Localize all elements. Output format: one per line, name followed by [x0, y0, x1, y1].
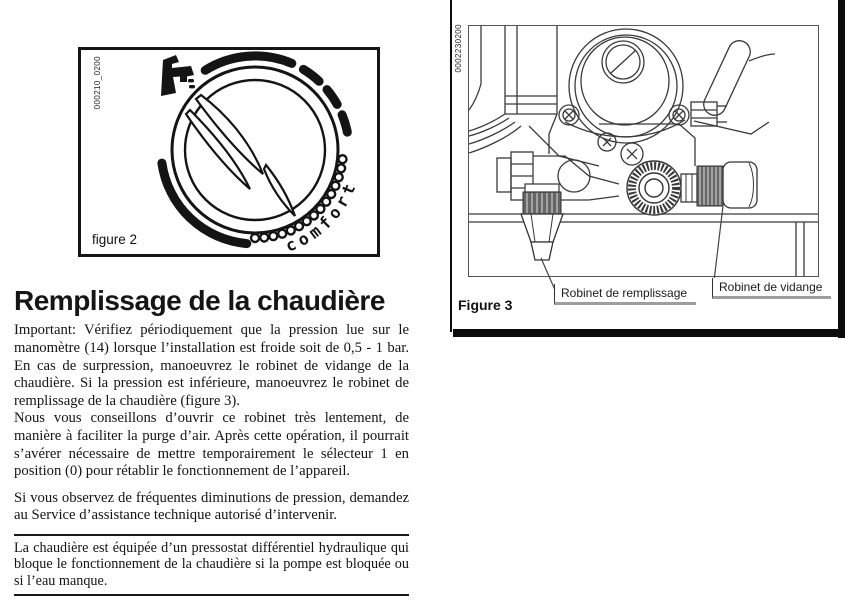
comfort-arc-label: comfort — [282, 177, 361, 254]
figure-3-caption: Figure 3 — [458, 297, 513, 313]
label-filling-valve-text: Robinet de remplissage — [561, 286, 688, 300]
figure-3-panel — [450, 0, 845, 340]
panel-bottom-bar — [453, 329, 845, 337]
boiler-valves-illustration — [469, 26, 818, 276]
figure-2-caption: figure 2 — [92, 232, 138, 247]
divider-top — [14, 534, 409, 536]
faucet-icon — [161, 55, 195, 96]
figure-3-drawing-frame — [468, 25, 819, 277]
panel-right-bar — [838, 0, 845, 338]
figure-2-code: 000210_0200 — [93, 56, 102, 110]
article — [14, 286, 409, 600]
dial-arc-segments — [162, 56, 347, 244]
label-filling-valve — [554, 284, 696, 305]
label-drain-valve-text: Robinet de vidange — [719, 280, 823, 294]
paragraph-important: Important: Vérifiez périodiquement que la pression lue sur le manomètre (14) lorsque l’installation est froide soit de 0,5 - 1 bar. En cas de surpression, manoeuvrez le robinet de vidange de la chaudière. Si la pression est inférieure, manoeuvrez le robinet de remplissage de la chaudière (figure 3). — [14, 322, 409, 409]
figure-2 — [78, 47, 380, 257]
article-title: Remplissage de la chaudière — [14, 285, 385, 316]
control-wheel — [627, 161, 681, 215]
label-drain-valve — [712, 278, 831, 299]
divider-bottom — [14, 594, 409, 596]
drain-valve — [681, 162, 757, 208]
paragraph-service: Si vous observez de fréquentes diminutions de pression, demandez au Service d’assistance technique autorisé d’intervenir. — [14, 489, 409, 524]
panel-left-border — [450, 0, 452, 332]
filling-valve — [521, 184, 563, 260]
note-paragraph: La chaudière est équipée d’un pressostat différentiel hydraulique qui bloque le fonctionnement de la chaudière si la pompe est bloquée ou si l’eau manque. — [14, 539, 409, 589]
comfort-dial-illustration — [81, 50, 377, 254]
paragraph-advice: Nous vous conseillons d’ouvrir ce robinet très lentement, de manière à faciliter la purge d’air. Après cette opération, il pourrait s’avérer nécessaire de mettre temporairement le sélecteur 1 en position (0) pour rétablir le fonctionnement de l’appareil. — [14, 410, 409, 480]
figure-3-code: 0002230200 — [454, 24, 463, 73]
